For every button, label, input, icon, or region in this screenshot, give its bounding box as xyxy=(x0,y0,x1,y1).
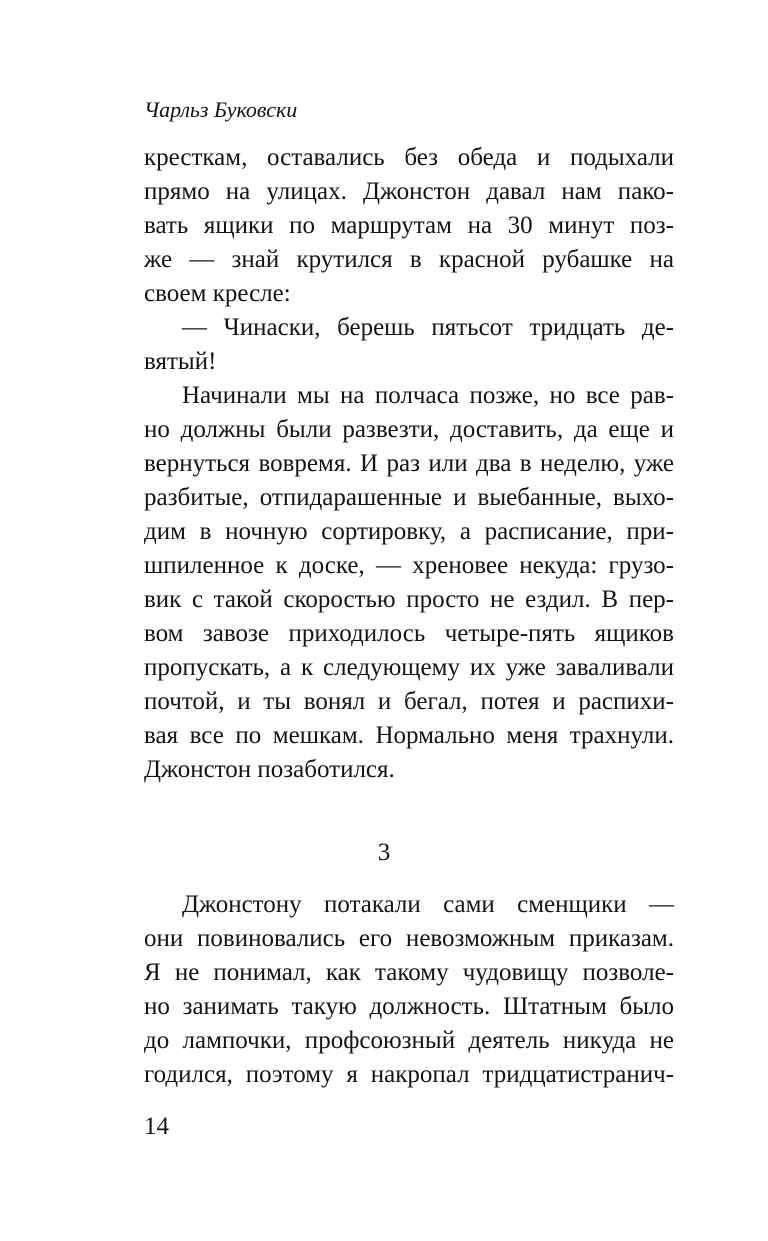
text-line: своем кресле: xyxy=(144,280,291,307)
text-line: Я не понимал, как такому чудовищу позволе- xyxy=(144,959,674,986)
text-line: вик с такой скоростью просто не ездил. В пер- xyxy=(144,586,674,613)
text-line: но должны были развезти, доставить, да еще и xyxy=(144,416,674,443)
text-line: кресткам, оставались без обеда и подыхали xyxy=(144,144,674,171)
text-line: вятый! xyxy=(144,348,217,375)
text-block-2 xyxy=(144,888,674,1092)
text-line: они повиновались его невозможным приказам. xyxy=(144,925,674,952)
text-line: же — знай крутился в красной рубашке на xyxy=(144,246,674,273)
text-line: пропускать, а к следующему их уже заваливали xyxy=(144,654,674,681)
text-line: прямо на улицах. Джонстон давал нам пако- xyxy=(144,178,674,205)
chapter-number: 3 xyxy=(377,839,391,866)
page-number: 14 xyxy=(144,1113,169,1140)
text-line: вом завозе приходилось четыре-пять ящиков xyxy=(144,620,674,647)
text-line: разбитые, отпидарашенные и выебанные, выхо- xyxy=(144,484,674,511)
running-head-author: Чарльз Буковски xyxy=(144,97,298,122)
text-line-dialogue: — Чинаски, берешь пятьсот тридцать де- xyxy=(182,314,674,341)
text-line: почтой, и ты вонял и бегал, потея и распихи- xyxy=(144,688,674,715)
text-line: годился, поэтому я накропал тридцатистранич- xyxy=(144,1061,674,1088)
text-line: Джонстон позаботился. xyxy=(144,756,395,783)
text-line: вернуться вовремя. И раз или два в неделю, уже xyxy=(144,450,674,477)
text-line: дим в ночную сортировку, а расписание, при- xyxy=(144,518,674,545)
text-line: вая все по мешкам. Нормально меня трахнули. xyxy=(144,722,674,749)
text-line: шпиленное к доске, — хреновее некуда: грузо- xyxy=(144,552,674,579)
text-line: вать ящики по маршрутам на 30 минут поз- xyxy=(144,212,674,239)
text-line-paragraph-start: Начинали мы на полчаса позже, но все рав- xyxy=(182,382,674,409)
text-line-paragraph-start: Джонстону потакали сами сменщики — xyxy=(182,891,674,918)
text-line: до лампочки, профсоюзный деятель никуда не xyxy=(144,1027,674,1054)
text-block-1 xyxy=(144,141,674,787)
text-line: но занимать такую должность. Штатным было xyxy=(144,993,674,1020)
